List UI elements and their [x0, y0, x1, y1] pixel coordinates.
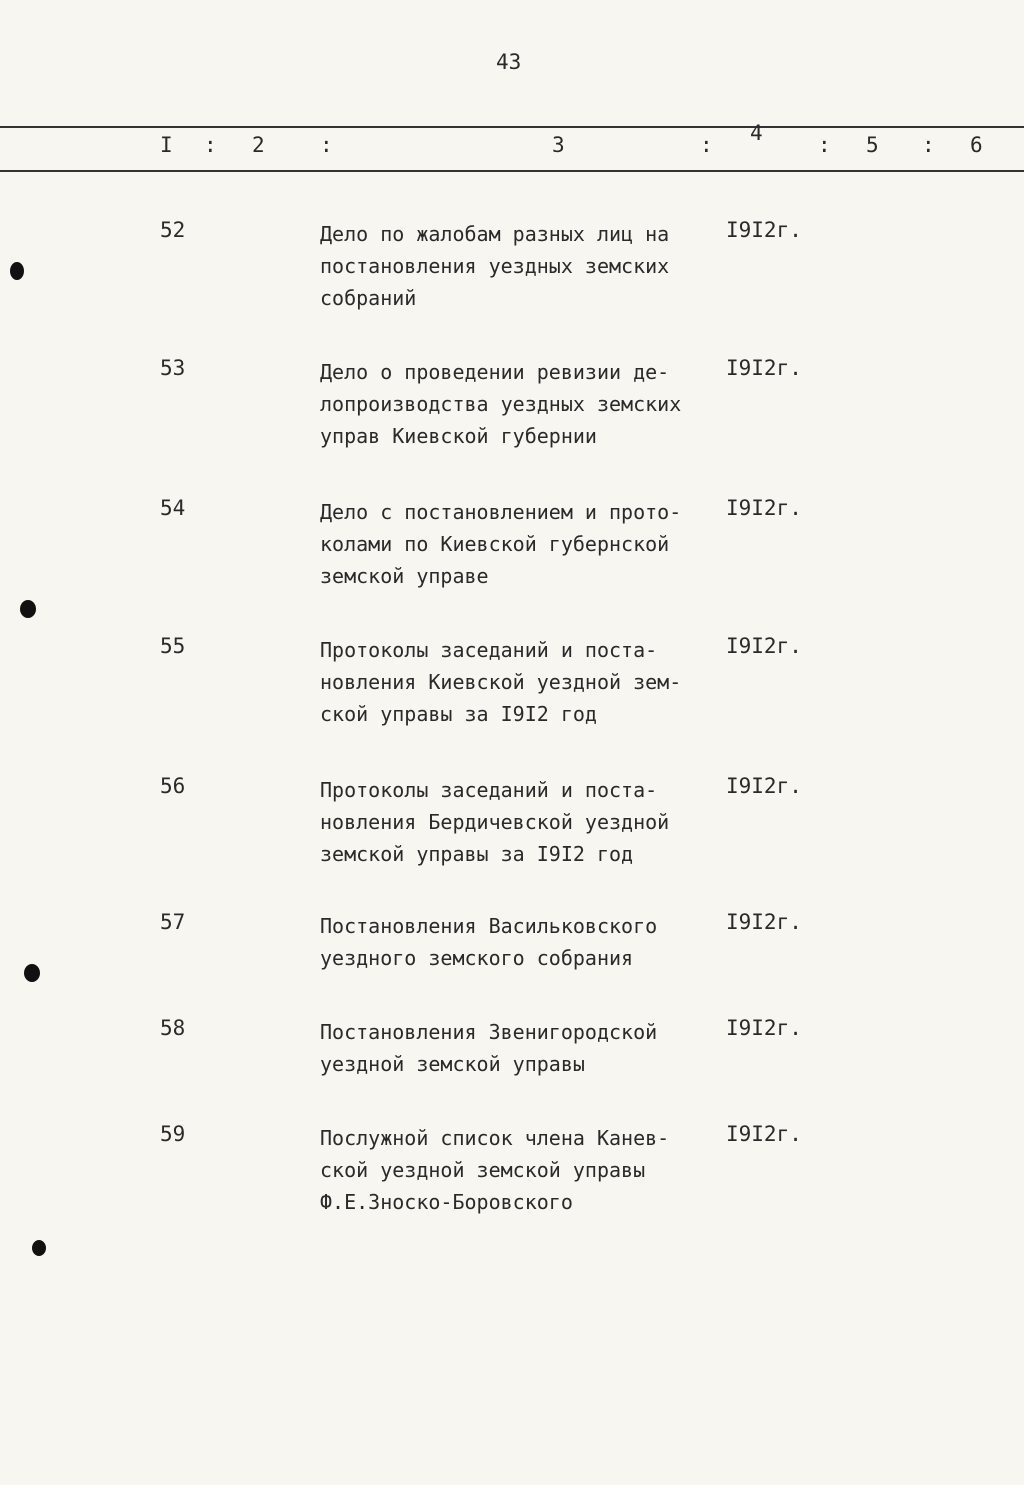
column-header-6: 6	[970, 133, 983, 157]
entry-number: 57	[160, 910, 186, 934]
column-header-2: 2	[252, 133, 265, 157]
entry-number: 58	[160, 1016, 186, 1040]
entry-year: I9I2г.	[726, 634, 802, 658]
entry-title: Протоколы заседаний и поста- новления Киевской уездной зем- ской управы за I9I2 год	[320, 638, 682, 726]
ink-blot	[10, 262, 24, 280]
entry-number: 53	[160, 356, 186, 380]
column-header-3: 3	[552, 133, 565, 157]
entry-year: I9I2г.	[726, 356, 802, 380]
entry-year: I9I2г.	[726, 774, 802, 798]
column-header-4: 4	[750, 121, 763, 145]
entry-year: I9I2г.	[726, 218, 802, 242]
entry-title: Дело с постановлением и прото- колами по Киевской губернской земской управе	[320, 500, 682, 588]
column-separator: :	[818, 133, 831, 157]
table-header-top-rule	[0, 126, 1024, 128]
column-header-5: 5	[866, 133, 879, 157]
page-number: 43	[496, 50, 522, 74]
entry-number: 59	[160, 1122, 186, 1146]
entry-title: Постановления Звенигородской уездной земской управы	[320, 1020, 658, 1076]
entry-year: I9I2г.	[726, 1122, 802, 1146]
column-header-1: I	[160, 133, 173, 157]
ink-blot	[32, 1240, 46, 1256]
entry-number: 54	[160, 496, 186, 520]
entry-year: I9I2г.	[726, 910, 802, 934]
ink-blot	[20, 600, 36, 618]
column-separator: :	[320, 133, 333, 157]
entry-title: Дело о проведении ревизии де- лопроизводства уездных земских управ Киевской губернии	[320, 360, 682, 448]
column-separator: :	[922, 133, 935, 157]
ink-blot	[24, 964, 40, 982]
entry-number: 52	[160, 218, 186, 242]
entry-year: I9I2г.	[726, 1016, 802, 1040]
entry-year: I9I2г.	[726, 496, 802, 520]
table-header-bottom-rule	[0, 170, 1024, 172]
entry-title: Послужной список члена Канев- ской уездной земской управы Ф.Е.Зноско-Боровского	[320, 1126, 670, 1214]
entry-title: Дело по жалобам разных лиц на постановления уездных земских собраний	[320, 222, 670, 310]
entry-title: Протоколы заседаний и поста- новления Бердичевской уездной земской управы за I9I2 год	[320, 778, 670, 866]
column-separator: :	[204, 133, 217, 157]
column-separator: :	[700, 133, 713, 157]
entry-number: 55	[160, 634, 186, 658]
entry-title: Постановления Васильковского уездного земского собрания	[320, 914, 658, 970]
entry-number: 56	[160, 774, 186, 798]
